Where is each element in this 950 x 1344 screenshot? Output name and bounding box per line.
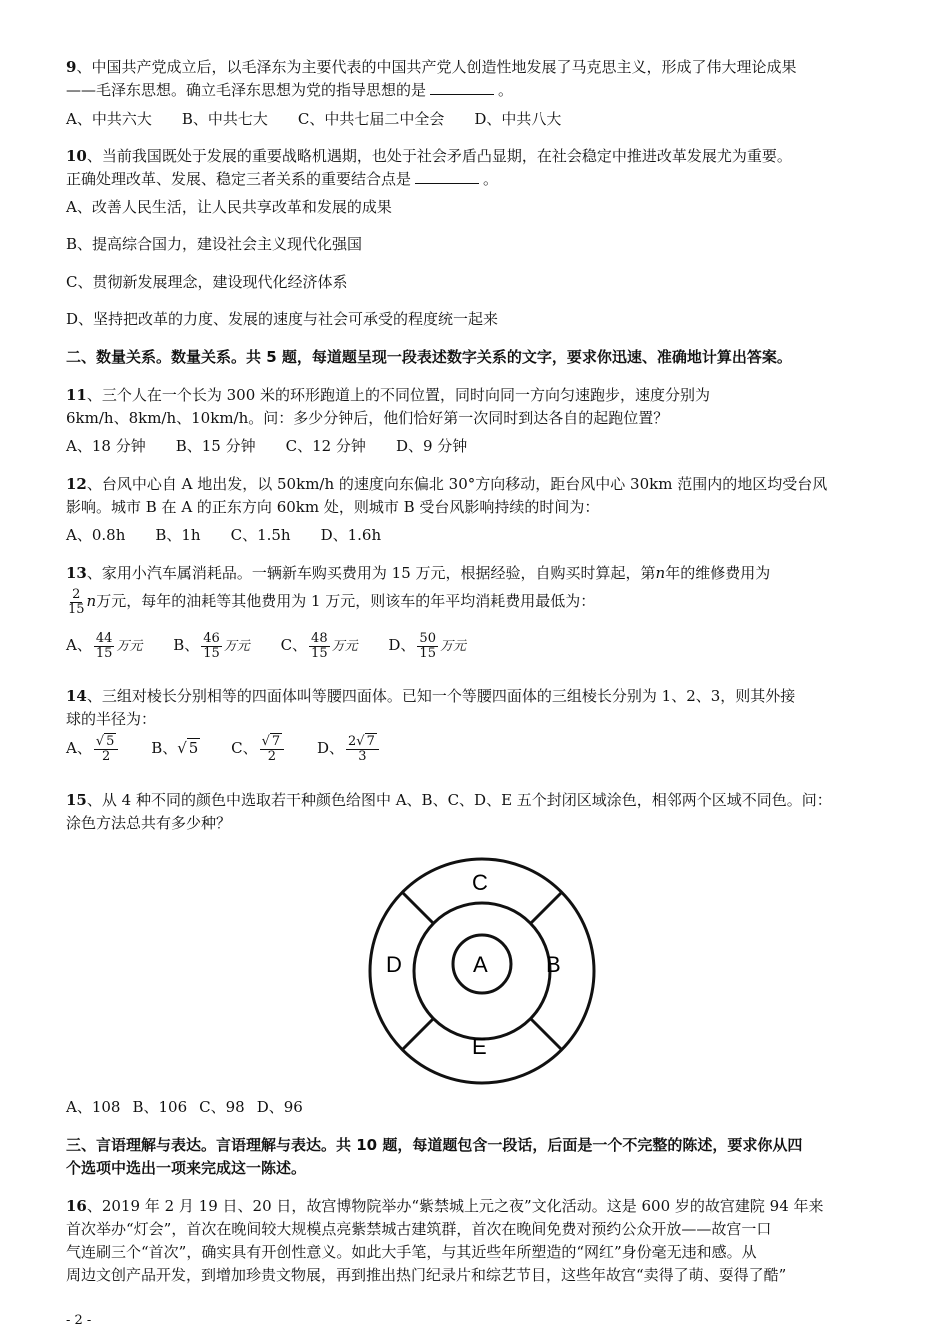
option: A、0.8h	[66, 526, 126, 544]
option: A、中共六大	[66, 110, 152, 128]
page-number: - 2 -	[66, 1313, 92, 1328]
q14-options	[66, 728, 381, 768]
option: B、 $\frac{46}{15}$ 万元	[173, 630, 250, 661]
q11-options	[66, 436, 497, 456]
option: A、改善人民生活，让人民共享改革和发展的成果	[66, 198, 392, 216]
section-heading-3-line-2: 个选项中选出一项来完成这一陈述。	[66, 1159, 307, 1177]
option: C、98	[199, 1098, 245, 1116]
divider	[530, 1018, 561, 1049]
divider	[403, 1018, 434, 1049]
q16-line-4: 周边文创产品开发，到增加珍贵文物展，再到推出热门纪录片和综艺节目，这些年故宫“卖得了萌、耍得了酷”	[66, 1266, 787, 1284]
q13-line-1: 13、家用小汽车属消耗品。一辆新车购买费用为 15 万元，根据经验，自购买时算起，第n年的维修费用为	[66, 564, 771, 582]
coloring-diagram	[366, 856, 606, 1088]
q12-number: 12	[66, 475, 87, 493]
q15-number: 15	[66, 791, 87, 809]
divider	[530, 893, 561, 924]
q11-line-1: 11、三个人在一个长为 300 米的环形跑道上的不同位置，同时向同一方向匀速跑步，速度分别为	[66, 386, 711, 404]
option: C、1.5h	[230, 526, 291, 544]
option: D、中共八大	[474, 110, 562, 128]
option: A、18 分钟	[66, 437, 146, 455]
q13-number: 13	[66, 564, 87, 582]
q15-line-2: 涂色方法总共有多少种？	[66, 814, 232, 832]
q11-number: 11	[66, 386, 87, 404]
q11-line-2: 6km/h、8km/h、10km/h。问：多少分钟后，他们恰好第一次同时到达各自的起跑位置？	[66, 409, 669, 427]
q9-number: 9	[66, 58, 77, 76]
option: B、√ 5	[151, 739, 199, 757]
section-heading-3-line-1: 三、言语理解与表达。言语理解与表达。共 10 题，每道题包含一段话，后面是一个不完整的陈述，要求你从四	[66, 1136, 803, 1154]
q10-line-2: 正确处理改革、发展、稳定三者关系的重要结合点是 。	[66, 170, 499, 188]
region-label-a: A	[473, 952, 488, 977]
answer-blank	[415, 169, 479, 184]
option: D、9 分钟	[395, 437, 468, 455]
q16-line-1: 16、2019 年 2 月 19 日、20 日，故宫博物院举办“紫禁城上元之夜”文化活动。这是 600 岁的故宫建院 94 年来	[66, 1197, 824, 1215]
answer-blank	[430, 80, 494, 95]
q10-line-1: 10、当前我国既处于发展的重要战略机遇期，也处于社会矛盾凸显期，在社会稳定中推进改革发展尤为重要。	[66, 147, 792, 165]
region-label-d: D	[386, 952, 402, 977]
q15-line-1: 15、从 4 种不同的颜色中选取若干种颜色给图中 A、B、C、D、E 五个封闭区域涂色，相邻两个区域不同色。问：	[66, 791, 832, 809]
option: C、 $\frac{48}{15}$ 万元	[280, 630, 358, 661]
option: C、中共七届二中全会	[297, 110, 445, 128]
q13-options	[66, 626, 466, 666]
option: D、1.6h	[320, 526, 382, 544]
option: A、 $\frac{44}{15}$ 万元	[66, 630, 143, 661]
region-label-c: C	[472, 870, 488, 895]
option: B、中共七大	[181, 110, 268, 128]
option: D、坚持把改革的力度、发展的速度与社会可承受的程度统一起来	[66, 310, 499, 328]
q12-options	[66, 525, 411, 545]
option: D、 $\frac{50}{15}$ 万元	[388, 630, 466, 661]
q14-line-2: 球的半径为：	[66, 710, 157, 728]
q12-line-2: 影响。城市 B 在 A 的正东方向 60km 处，则城市 B 受台风影响持续的时间为：	[66, 498, 600, 516]
option: B、15 分钟	[175, 437, 256, 455]
option: C、贯彻新发展理念，建设现代化经济体系	[66, 273, 348, 291]
q16-line-3: 气连刷三个“首次”，确实具有开创性意义。如此大手笔，与其近些年所塑造的“网红”身份毫无违和感。从	[66, 1243, 757, 1261]
q14-number: 14	[66, 687, 87, 705]
region-label-b: B	[546, 952, 561, 977]
q16-line-2: 首次举办“灯会”，首次在晚间较大规模点亮紫禁城古建筑群，首次在晚间免费对预约公众开放——故宫一口	[66, 1220, 772, 1238]
q16-number: 16	[66, 1197, 87, 1215]
option: A、108	[66, 1098, 121, 1116]
option: B、106	[132, 1098, 188, 1116]
section-heading-2: 二、数量关系。数量关系。共 5 题，每道题呈现一段表述数字关系的文字，要求你迅速、准确地计算出答案。	[66, 348, 792, 366]
q15-options	[66, 1097, 333, 1117]
option: D、96	[256, 1098, 303, 1116]
option: A、 $\frac{√ 5}{2}$	[66, 739, 120, 757]
q9-line-1: 9、中国共产党成立后，以毛泽东为主要代表的中国共产党人创造性地发展了马克思主义，形成了伟大理论成果	[66, 58, 797, 76]
option: C、 $\frac{√ 7}{2}$	[231, 739, 286, 757]
region-label-e: E	[472, 1034, 487, 1059]
q12-line-1: 12、台风中心自 A 地出发，以 50km/h 的速度向东偏北 30°方向移动，距台风中心 30km 范围内的地区均受台风	[66, 475, 828, 493]
q10-number: 10	[66, 147, 87, 165]
option: D、 $\frac{2√ 7}{3}$	[317, 739, 381, 757]
q13-line-2: $\frac{2}{15}$ n万元，每年的油耗等其他费用为 1 万元，则该车的年平均消耗费用最低为：	[68, 586, 596, 617]
option: C、12 分钟	[285, 437, 366, 455]
option: B、1h	[155, 526, 201, 544]
q9-options	[66, 109, 591, 129]
option: B、提高综合国力，建设社会主义现代化强国	[66, 235, 363, 253]
q9-line-2: ——毛泽东思想。确立毛泽东思想为党的指导思想的是 。	[66, 81, 514, 99]
divider	[403, 893, 434, 924]
fraction: $\frac{2}{15}$	[68, 586, 85, 617]
q14-line-1: 14、三组对棱长分别相等的四面体叫等腰四面体。已知一个等腰四面体的三组棱长分别为 1、2、3，则其外接	[66, 687, 796, 705]
